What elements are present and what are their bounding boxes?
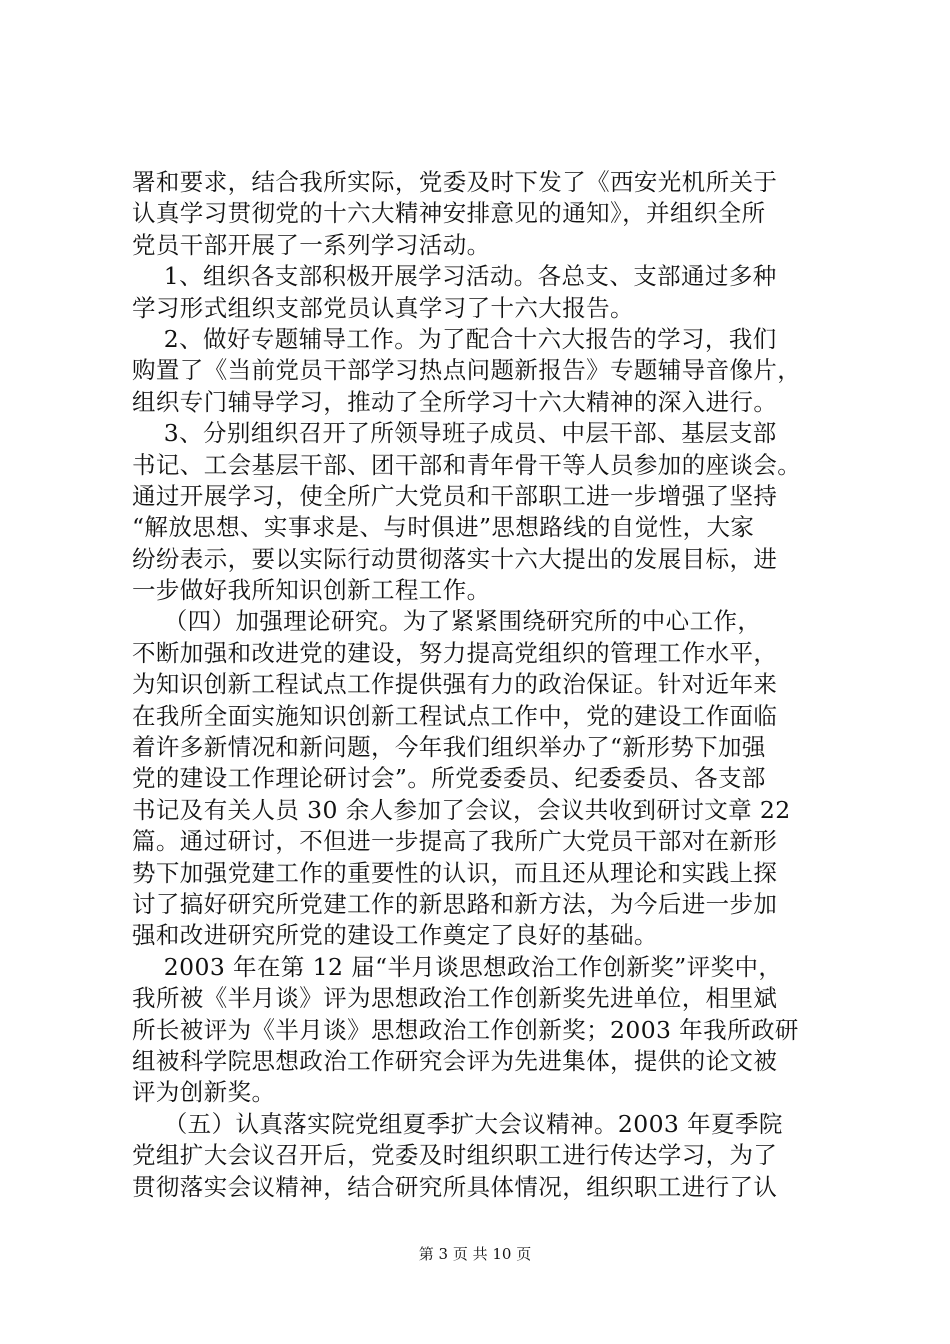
text-line: 组被科学院思想政治工作研究会评为先进集体，提供的论文被 [132, 1046, 778, 1075]
text-line: 组织专门辅导学习，推动了全所学习十六大精神的深入进行。 [132, 387, 778, 416]
text-line: 学习形式组织支部党员认真学习了十六大报告。 [132, 293, 634, 322]
text-line: 评为创新奖。 [132, 1078, 276, 1107]
text-line: 党的建设工作理论研讨会”。所党委委员、纪委委员、各支部 [132, 764, 766, 793]
text-line: 为知识创新工程试点工作提供强有力的政治保证。针对近年来 [132, 670, 778, 699]
text-line: 势下加强党建工作的重要性的认识，而且还从理论和实践上探 [132, 858, 778, 887]
text-line: 2、做好专题辅导工作。为了配合十六大报告的学习，我们 [132, 324, 777, 353]
text-line: 署和要求，结合我所实际，党委及时下发了《西安光机所关于 [132, 168, 778, 196]
text-line: 讨了搞好研究所党建工作的新思路和新方法，为今后进一步加 [132, 889, 778, 918]
text-line: 2003 年在第 12 届“半月谈思想政治工作创新奖”评奖中， [132, 952, 783, 981]
text-line: 党员干部开展了一系列学习活动。 [132, 230, 491, 259]
document-body [132, 167, 832, 1203]
text-line: “解放思想、实事求是、与时俱进”思想路线的自觉性，大家 [132, 513, 755, 542]
text-line: 不断加强和改进党的建设，努力提高党组织的管理工作水平， [132, 638, 778, 667]
text-line: 我所被《半月谈》评为思想政治工作创新奖先进单位，相里斌 [132, 984, 778, 1013]
text-line: 认真学习贯彻党的十六大精神安排意见的通知》，并组织全所 [132, 199, 766, 228]
text-line: 3、分别组织召开了所领导班子成员、中层干部、基层支部 [132, 419, 777, 448]
text-line: 书记及有关人员 30 余人参加了会议，会议共收到研讨文章 22 [132, 795, 791, 824]
text-line: 通过开展学习，使全所广大党员和干部职工进一步增强了坚持 [132, 481, 778, 510]
text-line: 购置了《当前党员干部学习热点问题新报告》专题辅导音像片， [132, 356, 802, 385]
text-line: 1、组织各支部积极开展学习活动。各总支、支部通过多种 [132, 262, 777, 291]
text-line: （四）加强理论研究。为了紧紧围绕研究所的中心工作， [132, 607, 762, 636]
text-line: 贯彻落实会议精神，结合研究所具体情况，组织职工进行了认 [132, 1172, 778, 1201]
text-line: （五）认真落实院党组夏季扩大会议精神。2003 年夏季院 [132, 1109, 783, 1138]
text-line: 所长被评为《半月谈》思想政治工作创新奖；2003 年我所政研 [132, 1015, 799, 1044]
text-line: 党组扩大会议召开后，党委及时组织职工进行传达学习，为了 [132, 1141, 778, 1170]
text-line: 书记、工会基层干部、团干部和青年骨干等人员参加的座谈会。 [132, 450, 802, 479]
text-line: 在我所全面实施知识创新工程试点工作中，党的建设工作面临 [132, 701, 778, 730]
text-line: 强和改进研究所党的建设工作奠定了良好的基础。 [132, 921, 658, 950]
text-line: 一步做好我所知识创新工程工作。 [132, 576, 491, 605]
page-footer: 第 3 页 共 10 页 [418, 1245, 532, 1263]
text-line: 篇。通过研讨，不但进一步提高了我所广大党员干部对在新形 [132, 827, 778, 856]
text-line: 着许多新情况和新问题，今年我们组织举办了“新形势下加强 [132, 733, 766, 762]
text-line: 纷纷表示，要以实际行动贯彻落实十六大提出的发展目标，进 [132, 544, 778, 573]
